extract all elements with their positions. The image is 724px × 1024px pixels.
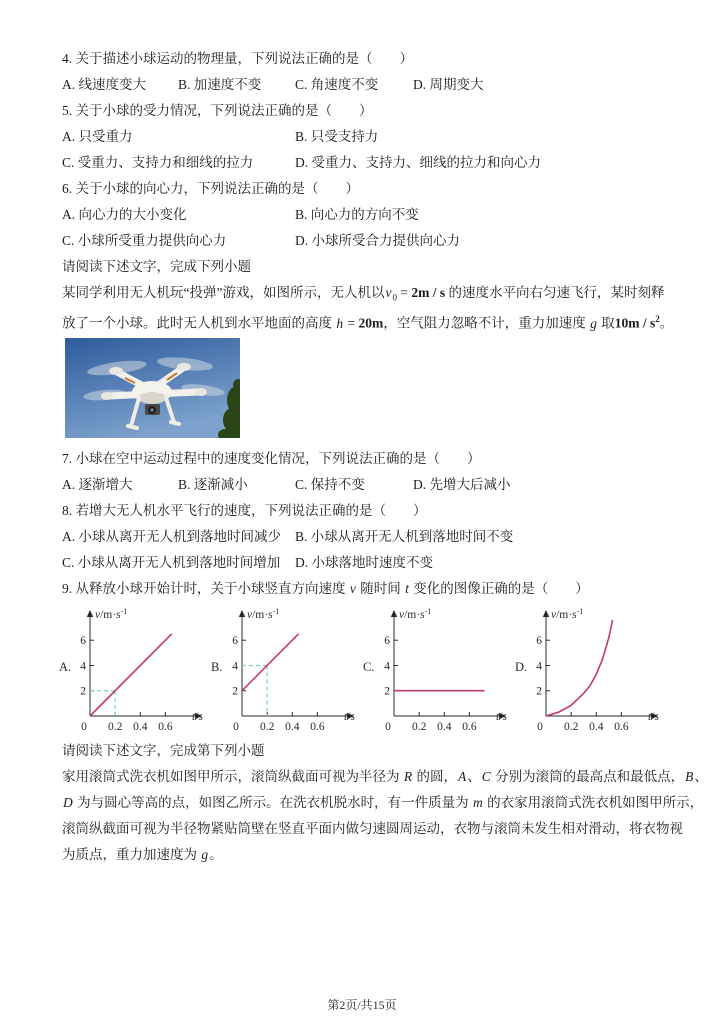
q5-option-c: C. 受重力、支持力和细线的拉力: [62, 155, 254, 170]
svg-text:0.4: 0.4: [133, 721, 148, 733]
graph-cell: [210, 604, 362, 747]
graph-letter: C.: [363, 660, 375, 674]
question-6-stem: 6. 关于小球的向心力，下列说法正确的是（ ）: [62, 181, 359, 196]
graph-letter: A.: [59, 660, 72, 674]
origin-label: 0: [385, 721, 391, 733]
x-axis-label: t/s: [192, 711, 203, 723]
q8-option-c: C. 小球从离开无人机到落地时间增加: [62, 555, 281, 570]
svg-text:4: 4: [536, 660, 542, 673]
reading-prompt-2: 请阅读下述文字，完成第下列小题: [62, 743, 265, 758]
q4-option-a: A. 线速度变大: [62, 77, 146, 92]
svg-text:6: 6: [232, 635, 238, 648]
y-axis-label: $v/m\cdot s^{-1}$: [551, 607, 584, 621]
q6-option-c: C. 小球所受重力提供向心力: [62, 233, 227, 248]
q5-option-b: B. 只受支持力: [295, 129, 379, 144]
x-axis-label: t/s: [344, 711, 355, 723]
svg-text:0.6: 0.6: [310, 721, 325, 733]
origin-label: 0: [537, 721, 543, 733]
graph-letter: B.: [211, 660, 223, 674]
q5-option-a: A. 只受重力: [62, 129, 133, 144]
graph-A: [58, 604, 210, 738]
q8-option-d: D. 小球落地时速度不变: [295, 555, 433, 570]
graph-cell: [514, 604, 666, 747]
svg-text:4: 4: [80, 660, 86, 673]
y-axis-arrow: [239, 610, 245, 617]
passage2-line2: D 为与圆心等高的点，如图乙所示。在洗衣机脱水时，有一件质量为 m 的衣家用滚筒式洗衣机如图甲所示，: [63, 795, 704, 810]
reading-prompt-1: 请阅读下述文字，完成下列小题: [62, 259, 251, 274]
svg-text:6: 6: [80, 635, 86, 648]
graph-cell: [58, 604, 210, 747]
q5-option-d: D. 受重力、支持力、细线的拉力和向心力: [295, 155, 541, 170]
q6-option-a: A. 向心力的大小变化: [62, 207, 187, 222]
graph-C: [362, 604, 514, 738]
drone-belly: [138, 392, 166, 404]
passage1-line1: 某同学利用无人机玩“投弹”游戏，如图所示，无人机以$v_0 = 2m / s$ 的速度水平向右匀速飞行，某时刻释: [62, 285, 665, 303]
question-5-options-ab: [62, 124, 670, 150]
question-6-options-cd: [62, 228, 670, 254]
x-axis-label: t/s: [648, 711, 659, 723]
velocity-curve: [242, 634, 299, 691]
question-5-options-cd: [62, 150, 670, 176]
camera-gimbal: [145, 404, 160, 415]
y-axis-arrow: [87, 610, 93, 617]
answer-graphs: [58, 604, 670, 738]
svg-text:0.2: 0.2: [411, 721, 427, 733]
passage1-line2: 放了一个小球。此时无人机到水平地面的高度 h = 20m，空气阻力忽略不计，重力加速度 g 取$10m / s^2$。: [62, 314, 674, 331]
graph-cell: [362, 604, 514, 747]
question-6-options-ab: [62, 202, 670, 228]
q8-option-a: A. 小球从离开无人机到落地时间减少: [62, 529, 281, 544]
svg-text:0.6: 0.6: [462, 721, 477, 733]
q4-option-b: B. 加速度不变: [178, 77, 262, 92]
question-8-options-cd: [62, 550, 670, 576]
svg-text:6: 6: [536, 635, 542, 648]
svg-text:6: 6: [384, 635, 390, 648]
velocity-curve: [90, 634, 172, 716]
q8-option-b: B. 小球从离开无人机到落地时间不变: [295, 529, 514, 544]
passage2-line3: 滚筒纵截面可视为半径物紧贴筒壁在竖直平面内做匀速圆周运动，衣物与滚筒未发生相对滑动，将衣物视: [62, 821, 683, 836]
svg-text:0.6: 0.6: [614, 721, 629, 733]
question-8-options-ab: [62, 524, 670, 550]
q4-option-d: D. 周期变大: [413, 77, 484, 92]
y-axis-arrow: [391, 610, 397, 617]
velocity-curve: [546, 620, 613, 716]
q7-option-a: A. 逐渐增大: [62, 477, 133, 492]
question-4-stem: 4. 关于描述小球运动的物理量，下列说法正确的是（ ）: [62, 51, 413, 66]
drone-photo: [65, 338, 240, 438]
svg-text:0.4: 0.4: [285, 721, 300, 733]
x-axis-label: t/s: [496, 711, 507, 723]
q6-option-d: D. 小球所受合力提供向心力: [295, 233, 460, 248]
page-content: [59, 46, 708, 868]
origin-label: 0: [81, 721, 87, 733]
graph-letter: D.: [515, 660, 528, 674]
page-number: 第2页/共15页: [327, 998, 397, 1012]
axes: [394, 616, 500, 716]
svg-text:2: 2: [80, 685, 86, 698]
q7-option-b: B. 逐渐减小: [178, 477, 248, 492]
svg-text:4: 4: [384, 660, 390, 673]
y-axis-label: $v/m\cdot s^{-1}$: [399, 607, 432, 621]
y-axis-label: $v/m\cdot s^{-1}$: [247, 607, 280, 621]
origin-label: 0: [233, 721, 239, 733]
q4-option-c: C. 角速度不变: [295, 77, 379, 92]
q6-option-b: B. 向心力的方向不变: [295, 207, 419, 222]
y-axis-label: $v/m\cdot s^{-1}$: [95, 607, 128, 621]
passage2-line1: 家用滚筒式洗衣机如图甲所示，滚筒纵截面可视为半径为 R 的圆，A、C 分别为滚筒的最高点和最低点，B、: [62, 769, 708, 784]
svg-text:2: 2: [384, 685, 390, 698]
svg-text:2: 2: [232, 685, 238, 698]
svg-text:0.2: 0.2: [259, 721, 275, 733]
drone-photo-svg: [65, 338, 240, 438]
question-4-options: [62, 72, 670, 98]
svg-text:2: 2: [536, 685, 542, 698]
svg-text:4: 4: [232, 660, 238, 673]
svg-text:0.2: 0.2: [107, 721, 123, 733]
svg-text:0.6: 0.6: [158, 721, 173, 733]
graph-B: [210, 604, 362, 738]
svg-text:0.2: 0.2: [563, 721, 579, 733]
question-8-stem: 8. 若增大无人机水平飞行的速度，下列说法正确的是（ ）: [62, 503, 427, 518]
question-7-stem: 7. 小球在空中运动过程中的速度变化情况，下列说法正确的是（ ）: [62, 451, 481, 466]
svg-text:0.4: 0.4: [589, 721, 604, 733]
question-7-options: [62, 472, 670, 498]
q7-option-c: C. 保持不变: [295, 477, 365, 492]
passage2-line4: 为质点，重力加速度为 g。: [62, 847, 223, 862]
q7-option-d: D. 先增大后减小: [413, 477, 511, 492]
question-9-stem: 9. 从释放小球开始计时，关于小球竖直方向速度 v 随时间 t 变化的图像正确的是（ ）: [62, 581, 589, 596]
y-axis-arrow: [543, 610, 549, 617]
svg-text:0.4: 0.4: [437, 721, 452, 733]
question-5-stem: 5. 关于小球的受力情况，下列说法正确的是（ ）: [62, 103, 373, 118]
graph-D: [514, 604, 666, 738]
